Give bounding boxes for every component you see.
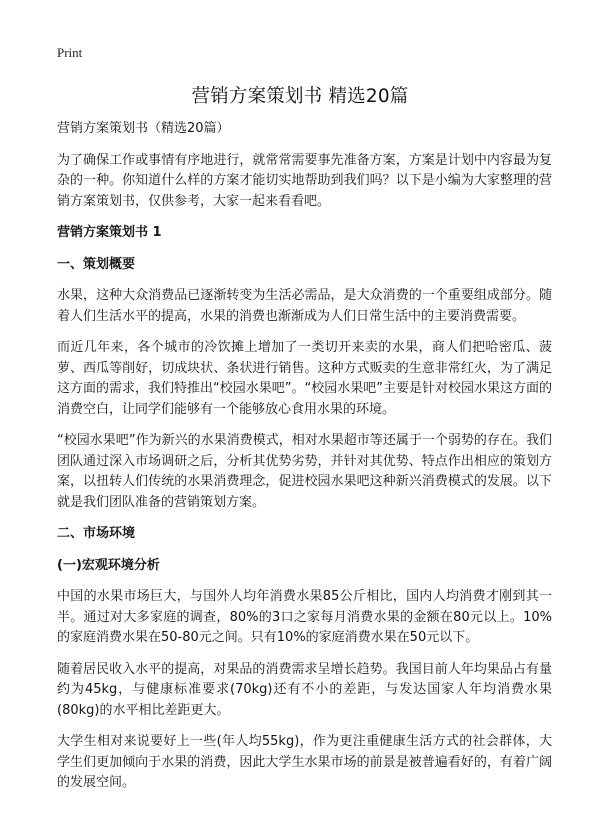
heading-plan-overview: 一、策划概要 xyxy=(57,256,136,272)
macro-paragraph-1: 中国的水果市场巨大，与国外人均年消费水果85公斤相比，国内人均消费才刚到其一半。通过对大多家庭的调查，80%的3口之家每月消费水果的金额在80元以上。10%的家庭消费水果在50-80元之间。只有10%的家庭消费水果在50元以下。 xyxy=(57,589,552,645)
page-title: 营销方案策划书 精选20篇 xyxy=(191,86,409,107)
macro-paragraph-3: 大学生相对来说要好上一些(年人均55kg)，作为更注重健康生活方式的社会群体，大学生们更加倾向于水果的消费，因此大学生水果市场的前景是被普遍看好的，有着广阔的发展空间。 xyxy=(57,734,552,790)
overview-paragraph-1: 水果，这种大众消费品已逐渐转变为生活必需品，是大众消费的一个重要组成部分。随着人们生活水平的提高，水果的消费也渐渐成为人们日常生活中的主要消费需要。 xyxy=(57,288,552,324)
document-subtitle: 营销方案策划书（精选20篇） xyxy=(57,121,230,136)
macro-paragraph-2: 随着居民收入水平的提高，对果品的消费需求呈增长趋势。我国目前人年均果品占有量约为45kg，与健康标准要求(70kg)还有不小的差距，与发达国家人年均消费水果(80kg)的水平相比差距更大。 xyxy=(57,661,552,718)
heading-macro-analysis: (一)宏观环境分析 xyxy=(57,557,160,573)
heading-market-environment: 二、市场环境 xyxy=(57,526,136,541)
document-body xyxy=(57,119,552,805)
section-heading-plan-1: 营销方案策划书 1 xyxy=(57,225,162,240)
intro-paragraph: 为了确保工作或事情有序地进行，就常常需要事先准备方案，方案是计划中内容最为复杂的一种。你知道什么样的方案才能切实地帮助到我们吗？以下是小编为大家整理的营销方案策划书，仅供参考，大家一起来看看吧。 xyxy=(57,152,552,209)
print-label[interactable]: Print xyxy=(57,45,83,60)
overview-paragraph-2: 而近几年来，各个城市的冷饮摊上增加了一类切开来卖的水果，商人们把哈密瓜、菠萝、西瓜等削好，切成块状、条状进行销售。这种方式贩卖的生意非常红火，为了满足这方面的需求，我们特推出“校园水果吧”。“校园水果吧”主要是针对校园水果这方面的消费空白，让同学们能够有一个能够放心食用水果的环境。 xyxy=(57,340,552,417)
overview-paragraph-3: “校园水果吧”作为新兴的水果消费模式，相对水果超市等还属于一个弱势的存在。我们团队通过深入市场调研之后，分析其优势劣势，并针对其优势、特点作出相应的策划方案，以扭转人们传统的水果消费理念，促进校园水果吧这种新兴消费模式的发展。以下就是我们团队准备的营销策划方案。 xyxy=(57,433,552,510)
